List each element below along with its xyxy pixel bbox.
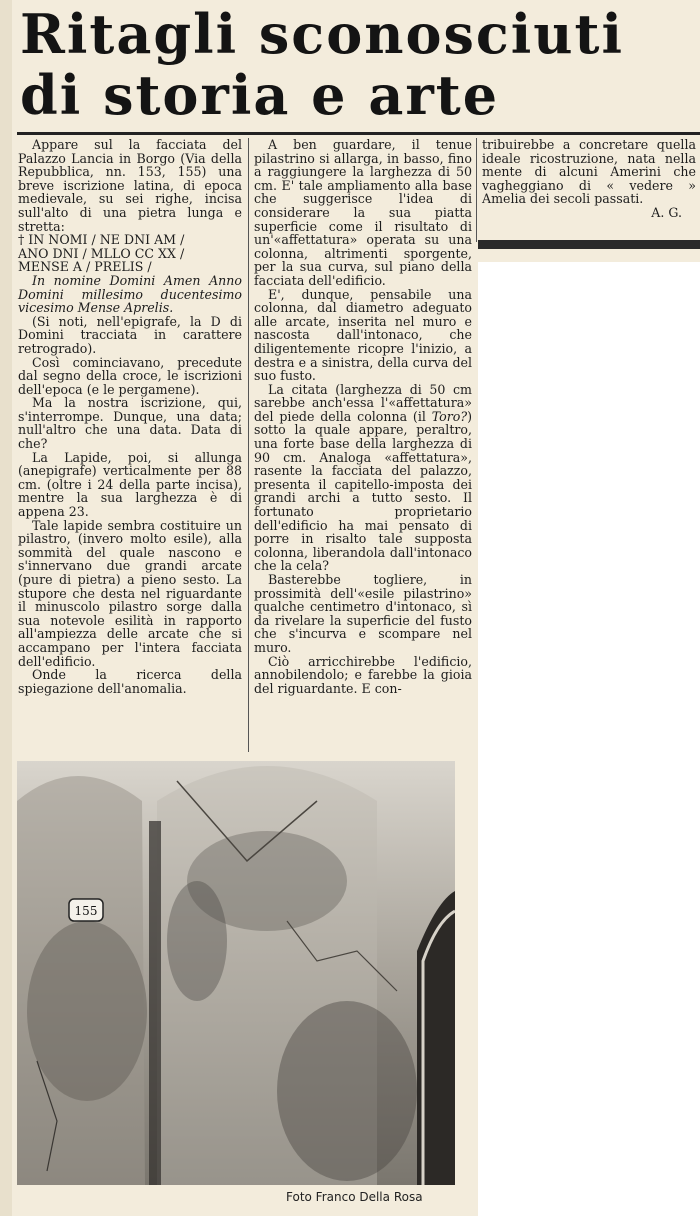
col2-paragraph-5: Ciò arricchirebbe l'edificio, annobilendolo; e farebbe la gioia del riguardante. E con-	[254, 653, 472, 696]
col3-paragraph-1: tribuirebbe a concretare quella ideale ricostruzione, nata nella mente di alcuni Amerini che vagheggiano di « vedere » Amelia dei secoli passati.	[482, 137, 696, 207]
facade-photo	[17, 761, 455, 1185]
col2-paragraph-2: E', dunque, pensabile una colonna, dal diametro adeguato alle arcate, inserita nel muro e nascosta dall'intonaco, che diligentemente ricopre l'inizio, a destra e a sinistra, della curva del suo fusto.	[254, 286, 472, 384]
inscription-line-1: † IN NOMI / NE DNI AM /	[18, 232, 185, 248]
wall-stain-left	[27, 921, 147, 1101]
col1-paragraph-6: La Lapide, poi, si allunga (anepigrafe) verticalmente per 88 cm. (oltre i 24 della parte incisa), mentre la sua larghezza è di appena 23.	[18, 449, 242, 520]
wall-stain-right	[277, 1001, 417, 1181]
headline-rule	[17, 132, 700, 135]
col1-paragraph-4: Così cominciavano, precedute dal segno della croce, le iscrizioni dell'epoca (e le pergamene).	[18, 354, 242, 397]
column-3-end-rule	[478, 240, 700, 249]
stone-pilaster	[149, 821, 161, 1185]
col2-paragraph-3	[254, 383, 472, 573]
col2-p3-part-c: ) sotto la quale appare, peraltro, una forte base della larghezza di 90 cm. Analoga «affettatura», rasente la facciata del palazzo, presenta il capitello-imposta dei grandi archi a tutto sesto. Il fortunato proprietario dell'edificio ha mai pensato di porre in risalto tale supposta colonna, liberandola dall'intonaco che la cela?	[254, 408, 472, 574]
inscription-transcription: In nomine Domini Amen Anno Domini millesimo ducentesimo vicesimo Mense Aprelis.	[18, 272, 242, 316]
article-column-3	[482, 138, 696, 220]
article-column-1	[18, 138, 242, 695]
col1-paragraph-3: (Si noti, nell'epigrafe, la D di Domini tracciata in carattere retrogrado).	[18, 313, 242, 356]
column-divider-2	[476, 138, 477, 242]
headline-line-1: Ritagli sconosciuti	[20, 2, 624, 66]
col2-paragraph-1: A ben guardare, il tenue pilastrino si allarga, in basso, fino a raggiungere la larghezza di 50 cm. E' tale ampliamento alla base che suggerisce l'idea di considerare la sua piatta superficie come il risultato di un'«affettatura» operata su una colonna, altrimenti sporgente, per la sua curva, sul piano della facciata dell'edificio.	[254, 137, 472, 288]
inscription-line-3: MENSE A / PRELIS /	[18, 259, 152, 275]
photo-caption: Foto Franco Della Rosa	[286, 1190, 423, 1204]
col2-paragraph-4: Basterebbe togliere, in prossimità dell'«esile pilastrino» qualche centimetro d'intonaco, sì da rivelare la superficie del fusto che s'incurva e scompare nel muro.	[254, 572, 472, 655]
col1-paragraph-1: Appare sul la facciata del Palazzo Lancia in Borgo (Via della Repubblica, nn. 153, 155) una breve iscrizione latina, di epoca medievale, su sei righe, incisa sull'alto di una pietra lunga e stretta:	[18, 137, 242, 234]
col2-p3-italic: Toro?	[431, 408, 468, 424]
headline-line-2: di storia e arte	[20, 63, 500, 127]
clipping-left-edge	[0, 0, 12, 1216]
article-column-2	[254, 138, 472, 695]
col1-paragraph-5: Ma la nostra iscrizione, qui, s'interrompe. Dunque, una data; null'altro che una data. Data di che?	[18, 395, 242, 452]
col1-paragraph-8: Onde la ricerca della spiegazione dell'anomalia.	[18, 667, 242, 696]
col2-p3-part-a: La citata (larghezza di 50 cm sarebbe anch'essa l'«affettatura» del piede della colonna (il	[254, 381, 472, 424]
inscription-line-2: ANO DNI / MLLO CC XX /	[18, 245, 185, 261]
column-divider-1	[248, 138, 249, 752]
house-number-text: 155	[74, 904, 98, 918]
headline	[20, 4, 624, 126]
col1-paragraph-7: Tale lapide sembra costituire un pilastro, (invero molto esile), alla sommità del quale nascono e s'innervano due grandi arcate (pure di pietra) a pieno sesto. La stupore che desta nel riguardante il minuscolo pilastro sorge dalla sua notevole esilità in rapporto all'ampiezza delle arcate che si accampano per l'intera facciata dell'edificio.	[18, 517, 242, 669]
facade-photo-drawing	[17, 761, 455, 1185]
wall-stain-center	[167, 881, 227, 1001]
author-signature: A. G.	[651, 204, 682, 220]
